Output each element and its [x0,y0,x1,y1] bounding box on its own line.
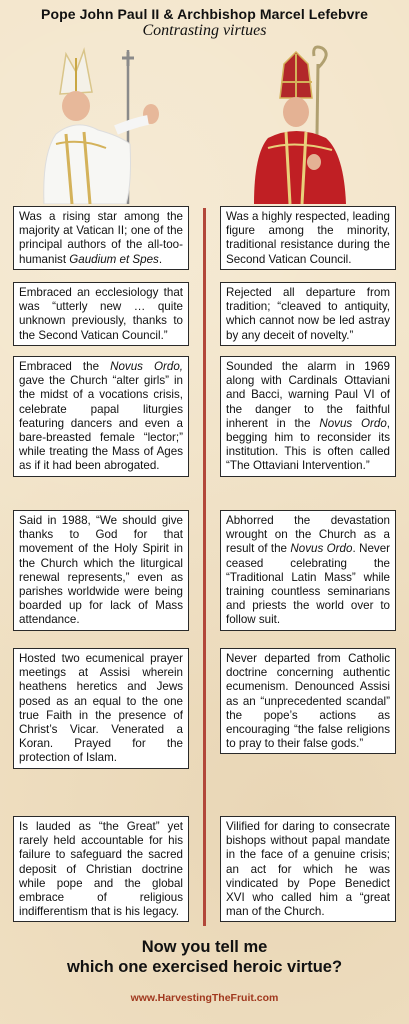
closing-question-line-1: Now you tell me [141,938,268,956]
page-subtitle: Contrasting virtues [142,22,267,39]
website-link[interactable]: www.HarvestingTheFruit.com [130,992,279,1004]
john-paul-box-6: Is lauded as “the Great” yet rarely held accountable for his failure to safeguard the sacred deposit of Christian doctrine while pope and the global embrace of religious indifferentism that is his legacy. [13,816,189,922]
lefebvre-box-6: Vilified for daring to consecrate bishops without papal mandate in the face of a genuine crisis; an act for which he was vindicated by Pope Benedict XVI who called him a “great man of the Church. [220,816,396,922]
center-divider [203,208,206,926]
john-paul-box-3: Embraced the Novus Ordo, gave the Church “alter girls” in the midst of a vocations crisis, celebrate papal liturgies featuring dancers and even a bare-breasted female “lector;” while treating the Mass of Ages as if it had been abrogated. [13,356,189,477]
john-paul-box-4: Said in 1988, “We should give thanks to God for that movement of the Holy Spirit in the Church which the liturgical renewal represents,” even as parishes worldwide were being boarded up for lack of Mass attendance. [13,510,189,631]
lefebvre-box-3: Sounded the alarm in 1969 along with Cardinals Ottaviani and Bacci, warning Paul VI of the danger to the faithful inherent in the Novus Ordo, begging him to reconsider its institution. This is often called “The Ottaviani Intervention.” [220,356,396,477]
lefebvre-box-4: Abhorred the devastation wrought on the Church as a result of the Novus Ordo. Never ceased celebrating the “Traditional Latin Mass” while training countless seminarians and priests the world over to follow suit. [220,510,396,631]
john-paul-box-2: Embraced an ecclesiology that was “utterly new … quite unknown previously, thanks to the Second Vatican Council.” [13,282,189,346]
archbishop-lefebvre-figure [250,44,365,204]
lefebvre-box-1: Was a highly respected, leading figure among the minority, traditional resistance during the Second Vatican Council. [220,206,396,270]
john-paul-box-1: Was a rising star among the majority at Vatican II; one of the principal authors of the all-too-humanist Gaudium et Spes. [13,206,189,270]
page-title: Pope John Paul II & Archbishop Marcel Lefebvre [41,6,368,22]
pope-john-paul-ii-figure [36,44,166,204]
lefebvre-box-2: Rejected all departure from tradition; “cleaved to antiquity, which cannot now be led astray by any deceit of novelty.” [220,282,396,346]
john-paul-box-5: Hosted two ecumenical prayer meetings at Assisi wherein heathens heretics and Jews posed as an equal to the one true Faith in the presence of Christ’s Vicar. Venerated a Koran. Prayed for the protection of Islam. [13,648,189,769]
lefebvre-box-5: Never departed from Catholic doctrine concerning authentic ecumenism. Denounced Assisi as an “unprecedented scandal” the pope’s actions as encouraging “the false religions to pray to their false gods.” [220,648,396,754]
closing-question-line-2: which one exercised heroic virtue? [66,958,343,976]
